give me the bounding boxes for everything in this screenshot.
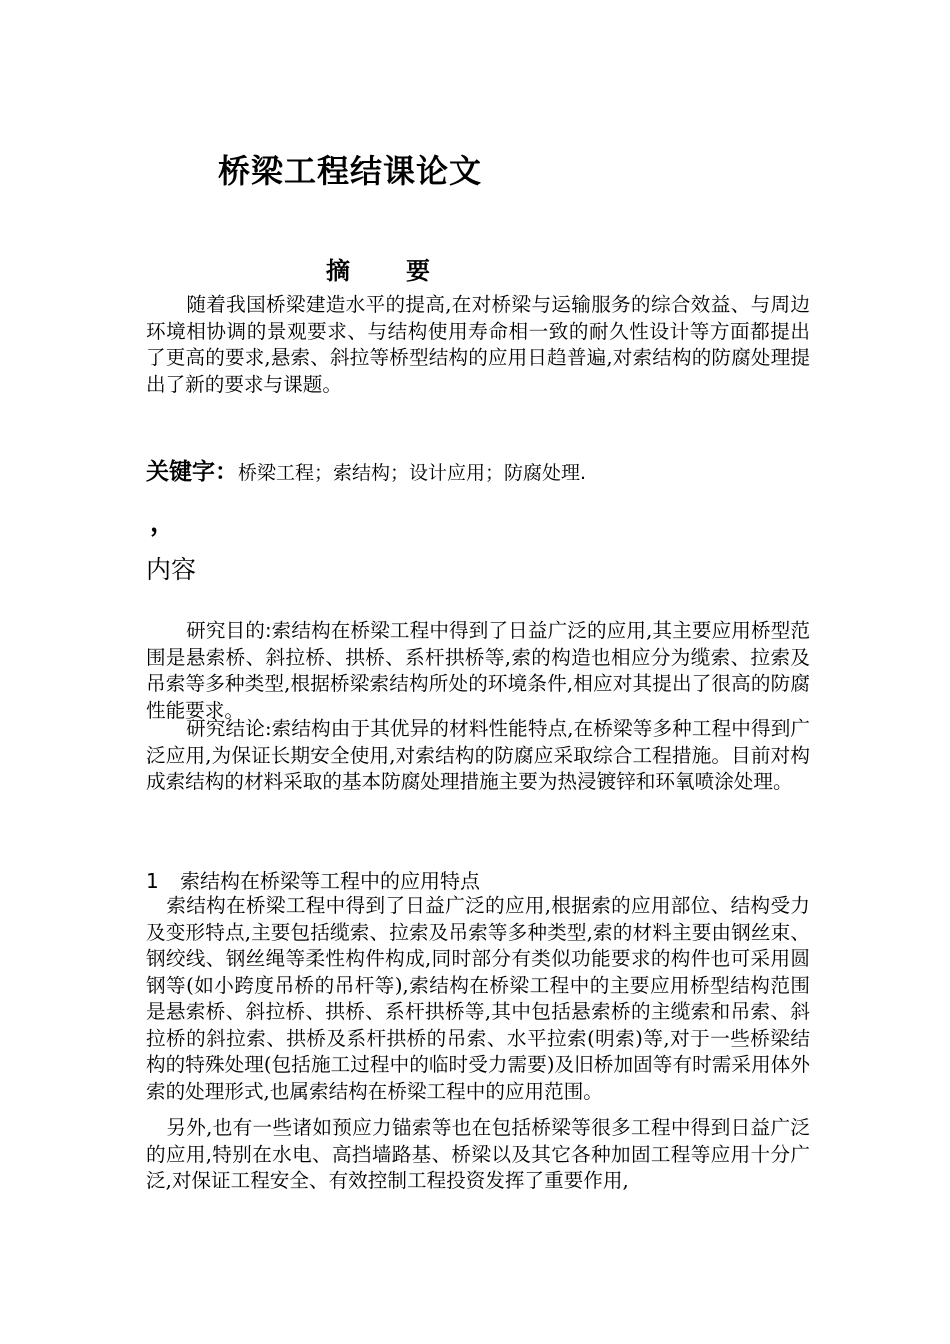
keywords-label: 关键字： [146, 459, 238, 485]
abstract-heading: 摘要 [326, 257, 486, 285]
section-1-title: 索结构在桥梁等工程中的应用特点 [180, 869, 480, 893]
research-conclusion-paragraph [146, 716, 810, 796]
section-1-paragraph-1-text: 索结构在桥梁工程中得到了日益广泛的应用,根据索的应用部位、结构受力及变形特点,主要包括缆索、拉索及吊索等多种类型,索的材料主要由钢丝束、钢绞线、钢丝绳等柔性构件构成,同时部分有类似功能要求的构件也可采用圆钢等(如小跨度吊桥的吊杆等),索结构在桥梁工程中的主要应用桥型结构范围是悬索桥、斜拉桥、拱桥、系杆拱桥等,其中包括悬索桥的主缆索和吊索、斜拉桥的斜拉索、拱桥及系杆拱桥的吊索、水平拉索(明索)等,对于一些桥梁结构的特殊处理(包括施工过程中的临时受力需要)及旧桥加固等有时需采用体外索的处理形式,也属索结构在桥梁工程中的应用范围。 [146, 894, 810, 1103]
research-conclusion-text: :索结构由于其优异的材料性能特点,在桥梁等多种工程中得到广泛应用,为保证长期安全使用,对索结构的防腐应采取综合工程措施。目前对构成索结构的材料采取的基本防腐处理措施主要为热浸镀锌和环氧喷涂处理。 [146, 717, 810, 793]
document-title: 桥梁工程结课论文 [218, 152, 483, 190]
content-heading: 内容 [146, 555, 197, 584]
keywords-line [146, 457, 586, 489]
section-1-paragraph-2 [146, 1115, 810, 1195]
research-purpose-text: 索结构在桥梁工程中得到了日益广泛的应用,其主要应用桥型范围是悬索桥、斜拉桥、拱桥、系杆拱桥等,索的构造也相应分为缆索、拉索及吊索等多种类型,根据桥梁索结构所处的环境条件,相应对其提出了很高的防腐性能要求。 [146, 619, 810, 722]
keywords-list: 桥梁工程；索结构；设计应用；防腐处理. [238, 462, 587, 484]
section-1-number: 1 [146, 869, 159, 893]
section-1-paragraph-2-text: 另外,也有一些诸如预应力锚索等也在包括桥梁等很多工程中得到日益广泛的应用,特别在水电、高挡墙路基、桥梁以及其它各种加固工程等应用十分广泛,对保证工程安全、有效控制工程投资发挥了重要作用, [146, 1116, 810, 1192]
section-1-heading [146, 868, 480, 894]
research-purpose-label: 研究目的: [186, 619, 272, 642]
section-1-paragraph-1 [146, 893, 810, 1105]
abstract-body [146, 292, 810, 398]
research-conclusion-label: 研究结论 [186, 717, 265, 740]
research-purpose-paragraph [146, 618, 810, 724]
abstract-text: 随着我国桥梁建造水平的提高,在对桥梁与运输服务的综合效益、与周边环境相协调的景观要求、与结构使用寿命相一致的耐久性设计等方面都提出了更高的要求,悬索、斜拉等桥型结构的应用日趋普遍,对索结构的防腐处理提出了新的要求与课题。 [146, 293, 810, 396]
stray-comma: ， [150, 508, 177, 538]
